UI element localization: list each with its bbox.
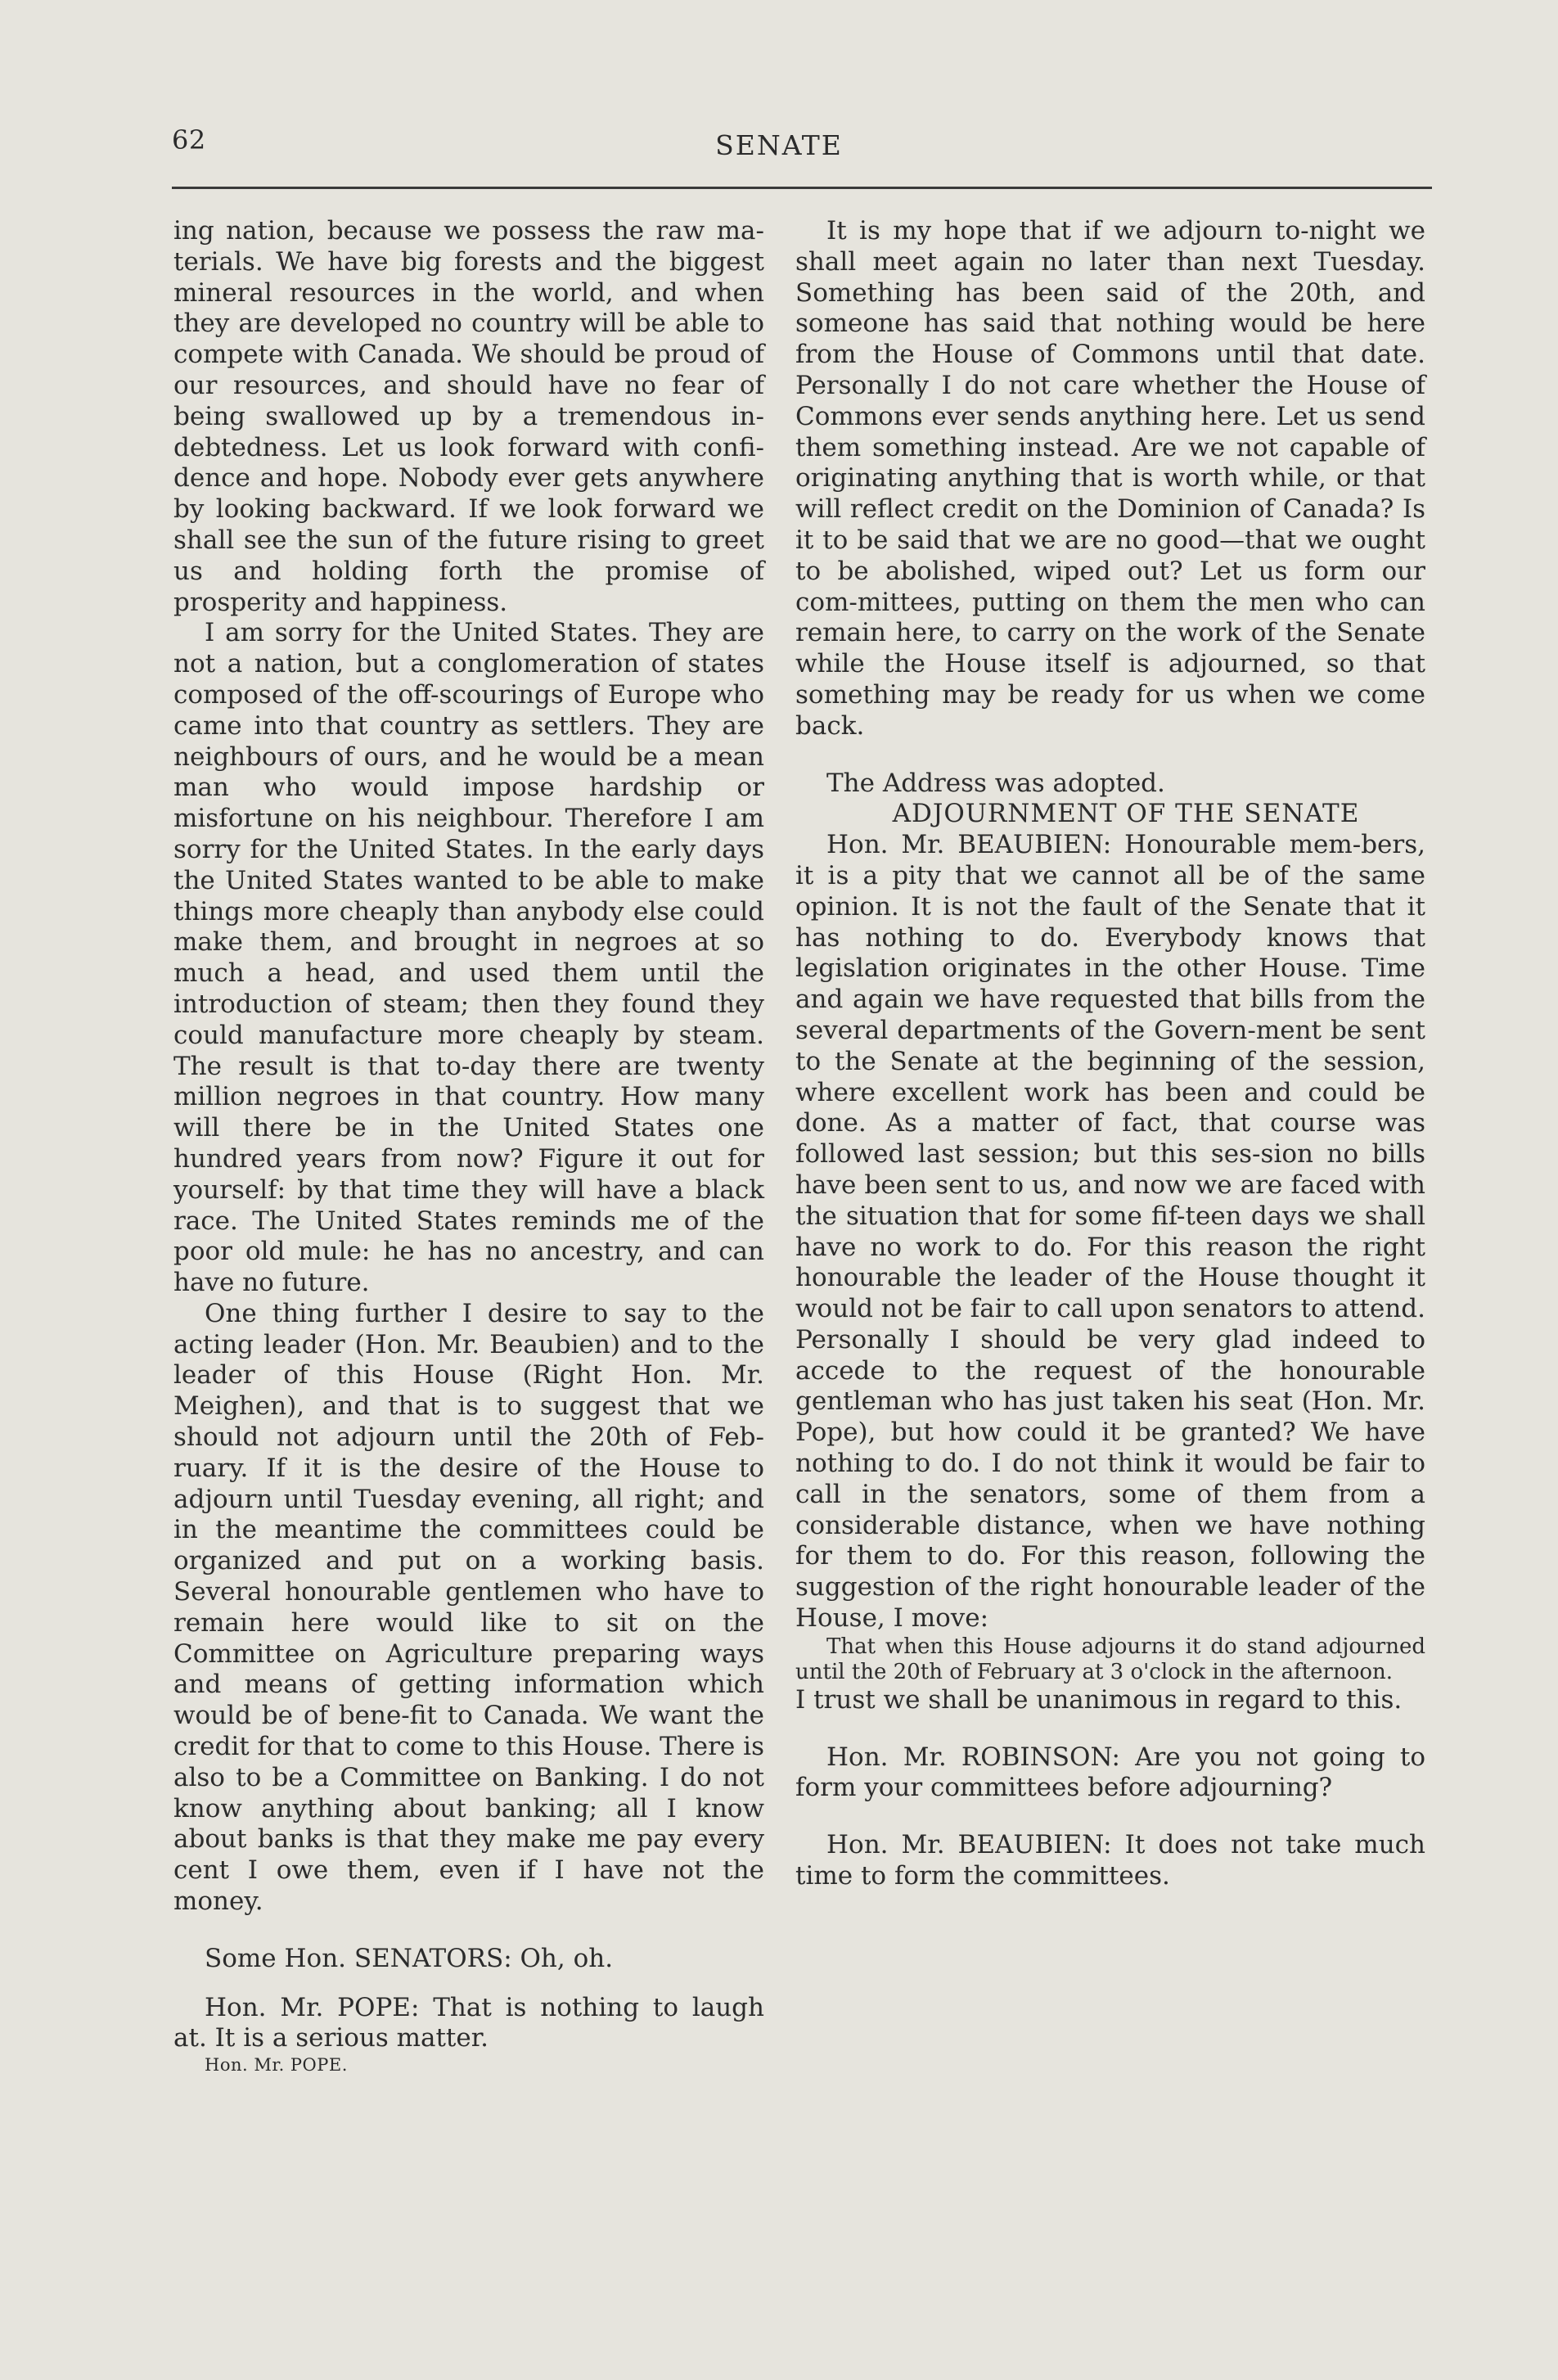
paragraph: It is my hope that if we adjourn to-night we shall meet again no later than next Tuesday. Something has been said of the 20th, and someone has said that nothing would be here from the House of Commons until that date. Personally I do not care whether the House of Commons ever sends anything here. Let us send them something instead. Are we not capable of originating anything that is worth while, or that will reflect credit on the Dominion of Canada? Is it to be said that we are no good—that we ought to be abolished, wiped out? Let us form our com-mittees, putting on them the men who can remain here, to carry on the work of the Senate while the House itself is adjourned, so that something may be ready for us when we come back. bbox=[795, 216, 1425, 741]
motion-text: That when this House adjourns it do stand adjourned until the 20th of February at 3 o'clock in the afternoon. bbox=[795, 1634, 1425, 1684]
footer-speaker-name: Hon. Mr. POPE. bbox=[205, 2055, 348, 2076]
running-title: SENATE bbox=[715, 129, 843, 161]
section-title: ADJOURNMENT OF THE SENATE bbox=[892, 799, 1360, 829]
paragraph: One thing further I desire to say to the acting leader (Hon. Mr. Beaubien) and to the leader of this House (Right Hon. Mr. Meighen), and that is to suggest that we should not adjourn until the 20th of Feb-ruary. If it is the desire of the House to adjourn until Tuesday evening, all right; and in the meantime the committees could be organized and put on a working basis. Several honourable gentlemen who have to remain here would like to sit on the Committee on Agriculture preparing ways and means of getting information which would be of bene-fit to Canada. We want the credit for that to come to this House. There is also to be a Committee on Banking. I do not know anything about banking; all I know about banks is that they make me pay every cent I owe them, even if I have not the money. bbox=[173, 1298, 764, 1917]
header-rule bbox=[172, 187, 1432, 189]
right-column bbox=[795, 216, 1425, 1892]
paragraph: Hon. Mr. BEAUBIEN: Honourable mem-bers, it is a pity that we cannot all be of the same opinion. It is not the fault of the Senate that it has nothing to do. Everybody knows that legislation originates in the other House. Time and again we have requested that bills from the several departments of the Govern-ment be sent to the Senate at the beginning of the session, where excellent work has been and could be done. As a matter of fact, that course was followed last session; but this ses-sion no bills have been sent to us, and now we are faced with the situation that for some fif-teen days we shall have no work to do. For this reason the right honourable the leader of the House thought it would not be fair to call upon senators to attend. Personally I should be very glad indeed to accede to the request of the honourable gentleman who has just taken his seat (Hon. Mr. Pope), but how could it be granted? We have nothing to do. I do not think it would be fair to call in the senators, some of them from a considerable distance, when we have nothing for them to do. For this reason, following the suggestion of the right honourable leader of the House, I move: bbox=[795, 830, 1425, 1634]
paragraph: ing nation, because we possess the raw ma-terials. We have big forests and the biggest mineral resources in the world, and when they are developed no country will be able to compete with Canada. We should be proud of our resources, and should have no fear of being swallowed up by a tremendous in-debtedness. Let us look forward with confi-dence and hope. Nobody ever gets anywhere by looking backward. If we look forward we shall see the sun of the future rising to greet us and holding forth the promise of prosperity and happiness. bbox=[173, 216, 764, 617]
page-number: 62 bbox=[172, 124, 206, 156]
left-column bbox=[173, 216, 764, 2076]
paragraph: Some Hon. SENATORS: Oh, oh. bbox=[205, 1943, 614, 1973]
paragraph: Hon. Mr. POPE: That is nothing to laugh at. It is a serious matter. bbox=[173, 1992, 764, 2053]
paragraph: Hon. Mr. ROBINSON: Are you not going to form your committees before adjourning? bbox=[795, 1742, 1425, 1803]
paragraph: The Address was adopted. bbox=[826, 768, 1165, 798]
paragraph: I am sorry for the United States. They are not a nation, but a conglomeration of states composed of the off-scourings of Europe who came into that country as settlers. They are neighbours of ours, and he would be a mean man who would impose hardship or misfortune on his neighbour. Therefore I am sorry for the United States. In the early days the United States wanted to be able to make things more cheaply than anybody else could make them, and brought in negroes at so much a head, and used them until the introduction of steam; then they found they could manufacture more cheaply by steam. The result is that to-day there are twenty million negroes in that country. How many will there be in the United States one hundred years from now? Figure it out for yourself: by that time they will have a black race. The United States reminds me of the poor old mule: he has no ancestry, and can have no future. bbox=[173, 618, 764, 1298]
paragraph: I trust we shall be unanimous in regard to this. bbox=[795, 1684, 1403, 1715]
paragraph: Hon. Mr. BEAUBIEN: It does not take much time to form the committees. bbox=[795, 1830, 1425, 1891]
